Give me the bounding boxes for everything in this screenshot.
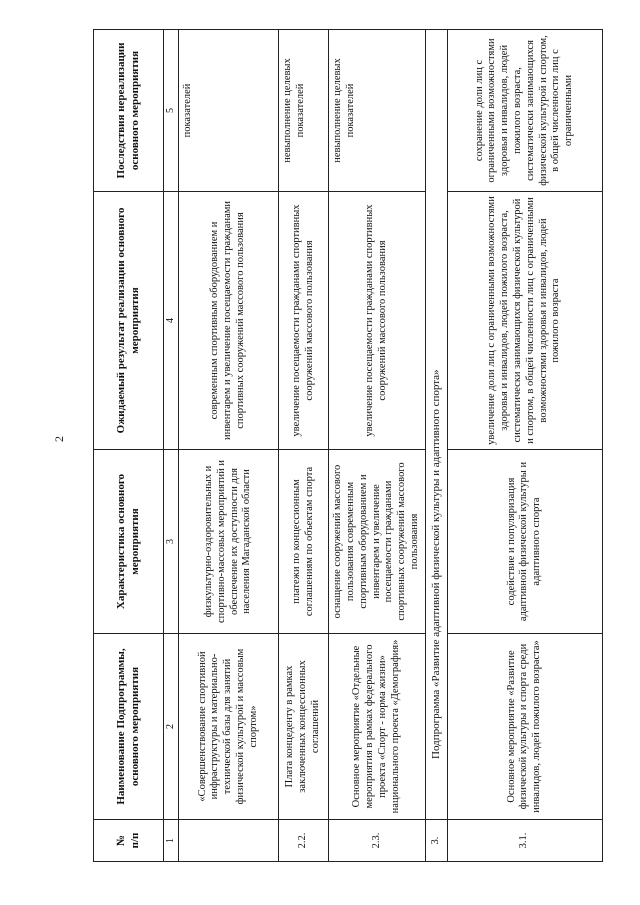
row-num: 3.1. <box>447 820 602 862</box>
row-name: Основное мероприятие «Развитие физической культуры и спорта среди инвалидов, людей пожилого возраста» <box>447 634 602 820</box>
row-name: Основное мероприятие «Отдельные мероприятия в рамках федерального проекта «Спорт - норма жизни» национального проекта «Демография» <box>329 634 426 820</box>
row-expected: современным спортивным оборудованием и инвентарем и увеличение посещаемости гражданами спортивных сооружений массового пользования <box>179 192 279 450</box>
row-expected: увеличение посещаемости гражданами спортивных сооружений массового пользования <box>279 192 329 450</box>
row-expected: увеличение посещаемости гражданами спортивных сооружений массового пользования <box>329 192 426 450</box>
column-number: 2 <box>164 634 179 820</box>
header-consequences: Последствия нереализации основного мероприятия <box>94 30 164 192</box>
row-characteristic: содействие и популяризация адаптивной физической культуры и адаптивного спорта <box>447 450 602 634</box>
row-consequences: показателей <box>179 30 279 192</box>
page-number: 2 <box>52 436 66 442</box>
header-characteristic: Характеристика основного мероприятия <box>94 450 164 634</box>
row-characteristic: оснащение сооружений массового пользования современным спортивным оборудованием и инвентарем и увеличение посещаемости гражданами спортивных сооружений массового пользования <box>329 450 426 634</box>
row-consequences: невыполнение целевых показателей <box>279 30 329 192</box>
column-number: 4 <box>164 192 179 450</box>
table-row <box>447 30 602 862</box>
header-num: № п/п <box>94 820 164 862</box>
row-name: «Совершенствование спортивной инфраструктуры и материально-технической базы для занятий физической культурой и массовым спортом» <box>179 634 279 820</box>
table-row <box>329 30 426 862</box>
measures-table <box>93 29 603 862</box>
column-number: 3 <box>164 450 179 634</box>
header-name: Наименование Подпрограммы, основного мероприятия <box>94 634 164 820</box>
table-row <box>179 30 279 862</box>
row-characteristic: платежи по концессионным соглашениям по объектам спорта <box>279 450 329 634</box>
row-consequences: сохранение доли лиц с ограниченными возможностями здоровья и инвалидов, людей пожилого возраста, систематически занимающихся физической культурой и спортом, в общей численности лиц с ограниченными <box>447 30 602 192</box>
row-num: 2.2. <box>279 820 329 862</box>
row-num <box>179 820 279 862</box>
header-row <box>94 30 164 862</box>
subprogram-row <box>425 30 447 862</box>
row-characteristic: физкультурно-оздоровительных и спортивно-массовых мероприятий и обеспечение их доступности для населения Магаданской области <box>179 450 279 634</box>
header-expected: Ожидаемый результат реализации основного мероприятия <box>94 192 164 450</box>
column-number: 5 <box>164 30 179 192</box>
row-consequences: невыполнение целевых показателей <box>329 30 426 192</box>
row-name: Плата концеденту в рамках заключенных концессионных соглашений <box>279 634 329 820</box>
subprogram-num: 3. <box>425 820 447 862</box>
row-num: 2.3. <box>329 820 426 862</box>
rotated-table-container <box>93 30 603 862</box>
subprogram-title: Подпрограмма «Развитие адаптивной физической культуры и адаптивного спорта» <box>425 30 447 820</box>
row-expected: увеличение доли лиц с ограниченными возможностями здоровья и инвалидов, людей пожилого возраста, систематически занимающихся физической культурой и спортом, в общей численности лиц с ограниченными возможностями здоровья и инвалидов, людей пожилого возраста <box>447 192 602 450</box>
column-number-row <box>164 30 179 862</box>
table-row <box>279 30 329 862</box>
column-number: 1 <box>164 820 179 862</box>
